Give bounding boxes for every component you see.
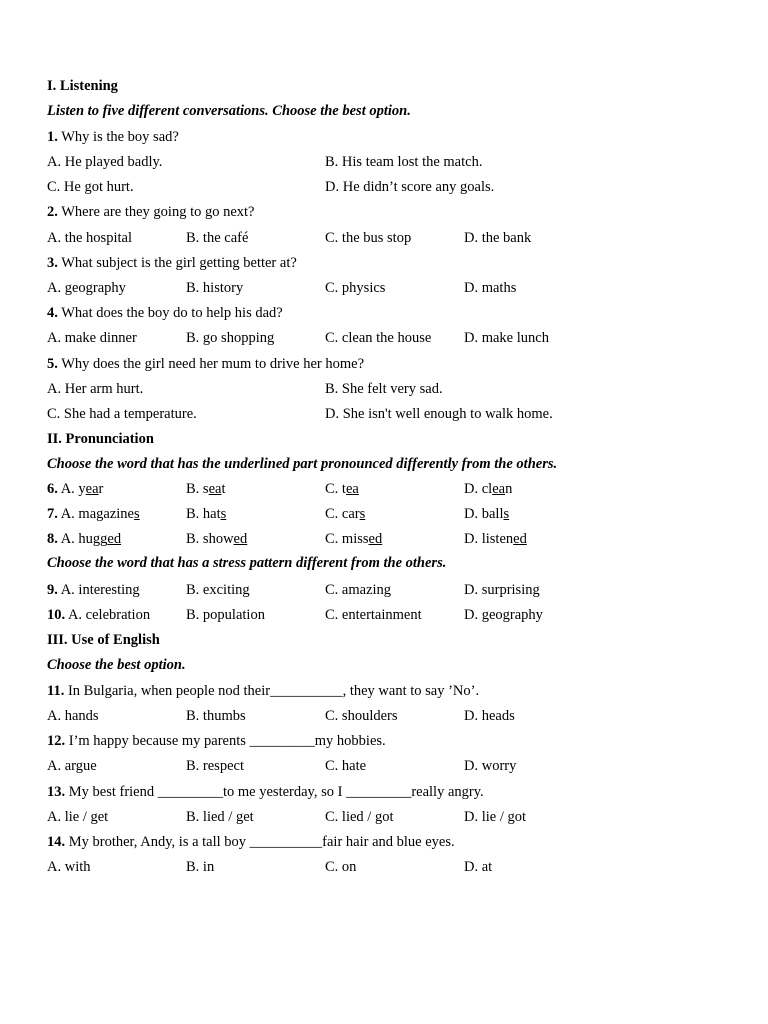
section-title-use-of-english: III. Use of English — [47, 632, 160, 648]
q8-option-a[interactable]: 8. A. hugged — [47, 531, 122, 547]
q12-option-b[interactable]: B. respect — [186, 758, 244, 774]
underlined-part: s — [359, 506, 366, 522]
question-text: Why is the boy sad? — [57, 129, 179, 145]
question-text: My best friend _________to me yesterday, so I _________really angry. — [65, 784, 484, 800]
q6-option-b[interactable]: B. seat — [186, 481, 226, 497]
q8-option-b[interactable]: B. showed — [186, 531, 248, 547]
q3-option-c[interactable]: C. physics — [325, 280, 386, 296]
q7-option-a[interactable]: 7. A. magazines — [47, 506, 140, 522]
q3-option-d[interactable]: D. maths — [464, 280, 517, 296]
q14-option-a[interactable]: A. with — [47, 859, 91, 875]
underlined-part: ed — [368, 531, 383, 547]
use-of-english-instruction: Choose the best option. — [47, 657, 186, 673]
question-14 — [47, 834, 455, 851]
q9-option-c[interactable]: C. amazing — [325, 582, 392, 598]
q5-option-c[interactable]: C. She had a temperature. — [47, 406, 197, 422]
q12-option-c[interactable]: C. hate — [325, 758, 367, 774]
q5-option-d[interactable]: D. She isn't well enough to walk home. — [325, 406, 553, 422]
question-text: Why does the girl need her mum to drive her home? — [57, 356, 365, 372]
q13-option-a[interactable]: A. lie / get — [47, 809, 109, 825]
q9-option-a[interactable]: 9. A. interesting — [47, 582, 140, 598]
question-1 — [47, 129, 179, 146]
question-number: 12. — [47, 733, 66, 749]
q13-option-c[interactable]: C. lied / got — [325, 809, 394, 825]
q4-option-c[interactable]: C. clean the house — [325, 330, 432, 346]
q7-option-c[interactable]: C. cars — [325, 506, 366, 522]
q14-option-c[interactable]: C. on — [325, 859, 357, 875]
q1-option-b[interactable]: B. His team lost the match. — [325, 154, 483, 170]
q2-option-a[interactable]: A. the hospital — [47, 230, 132, 246]
q1-option-c[interactable]: C. He got hurt. — [47, 179, 134, 195]
q4-option-b[interactable]: B. go shopping — [186, 330, 275, 346]
question-3 — [47, 255, 297, 272]
question-number: 6. — [47, 481, 58, 497]
q4-option-a[interactable]: A. make dinner — [47, 330, 137, 346]
question-11 — [47, 683, 479, 700]
question-number: 14. — [47, 834, 66, 850]
question-4 — [47, 305, 283, 322]
underlined-part: ed — [107, 531, 122, 547]
question-text: What subject is the girl getting better at? — [57, 255, 297, 271]
q1-option-a[interactable]: A. He played badly. — [47, 154, 163, 170]
q2-option-c[interactable]: C. the bus stop — [325, 230, 412, 246]
q1-option-d[interactable]: D. He didn’t score any goals. — [325, 179, 495, 195]
q13-option-d[interactable]: D. lie / got — [464, 809, 527, 825]
underlined-part: ea — [345, 481, 359, 497]
question-13 — [47, 784, 484, 801]
q4-option-d[interactable]: D. make lunch — [464, 330, 549, 346]
q2-option-d[interactable]: D. the bank — [464, 230, 532, 246]
question-number: 4. — [47, 305, 58, 321]
q11-option-c[interactable]: C. shoulders — [325, 708, 398, 724]
q11-option-b[interactable]: B. thumbs — [186, 708, 246, 724]
listening-instruction: Listen to five different conversations. Choose the best option. — [47, 103, 411, 119]
question-number: 3. — [47, 255, 58, 271]
question-text: My brother, Andy, is a tall boy __________fair hair and blue eyes. — [65, 834, 455, 850]
q9-option-b[interactable]: B. exciting — [186, 582, 250, 598]
q7-option-d[interactable]: D. balls — [464, 506, 510, 522]
q6-option-a[interactable]: 6. A. year — [47, 481, 104, 497]
q5-option-a[interactable]: A. Her arm hurt. — [47, 381, 144, 397]
q11-option-d[interactable]: D. heads — [464, 708, 515, 724]
underlined-part: ea — [85, 481, 99, 497]
question-number: 2. — [47, 204, 58, 220]
underlined-part: s — [503, 506, 510, 522]
q7-option-b[interactable]: B. hats — [186, 506, 227, 522]
question-number: 9. — [47, 582, 58, 598]
question-text: What does the boy do to help his dad? — [57, 305, 283, 321]
q8-option-c[interactable]: C. missed — [325, 531, 383, 547]
q5-option-b[interactable]: B. She felt very sad. — [325, 381, 443, 397]
pronunciation-instruction: Choose the word that has the underlined part pronounced differently from the others. — [47, 456, 558, 472]
question-number: 8. — [47, 531, 58, 547]
q10-option-b[interactable]: B. population — [186, 607, 265, 623]
stress-instruction: Choose the word that has a stress pattern different from the others. — [47, 555, 447, 571]
q10-option-d[interactable]: D. geography — [464, 607, 543, 623]
question-5 — [47, 356, 364, 373]
q13-option-b[interactable]: B. lied / get — [186, 809, 254, 825]
question-text: Where are they going to go next? — [57, 204, 255, 220]
q11-option-a[interactable]: A. hands — [47, 708, 99, 724]
section-title-listening: I. Listening — [47, 78, 118, 94]
question-number: 5. — [47, 356, 58, 372]
question-number: 1. — [47, 129, 58, 145]
q9-option-d[interactable]: D. surprising — [464, 582, 540, 598]
question-number: 13. — [47, 784, 66, 800]
q14-option-d[interactable]: D. at — [464, 859, 493, 875]
underlined-part: s — [220, 506, 227, 522]
question-text: In Bulgaria, when people nod their__________, they want to say ’No’. — [64, 683, 480, 699]
q12-option-d[interactable]: D. worry — [464, 758, 517, 774]
q6-option-d[interactable]: D. clean — [464, 481, 513, 497]
underlined-part: ed — [233, 531, 248, 547]
q10-option-a[interactable]: 10. A. celebration — [47, 607, 151, 623]
question-number: 11. — [47, 683, 65, 699]
underlined-part: ea — [208, 481, 222, 497]
question-number: 10. — [47, 607, 66, 623]
q14-option-b[interactable]: B. in — [186, 859, 215, 875]
section-title-pronunciation: II. Pronunciation — [47, 431, 154, 447]
question-number: 7. — [47, 506, 58, 522]
q10-option-c[interactable]: C. entertainment — [325, 607, 422, 623]
q3-option-a[interactable]: A. geography — [47, 280, 126, 296]
underlined-part: s — [133, 506, 140, 522]
underlined-part: ed — [513, 531, 527, 547]
q2-option-b[interactable]: B. the café — [186, 230, 249, 246]
q8-option-d[interactable]: D. listened — [464, 531, 527, 547]
q3-option-b[interactable]: B. history — [186, 280, 244, 296]
question-text: I’m happy because my parents _________my hobbies. — [65, 733, 386, 749]
question-12 — [47, 733, 386, 750]
q12-option-a[interactable]: A. argue — [47, 758, 97, 774]
q6-option-c[interactable]: C. tea — [325, 481, 359, 497]
underlined-part: ea — [492, 481, 506, 497]
question-2 — [47, 204, 255, 221]
